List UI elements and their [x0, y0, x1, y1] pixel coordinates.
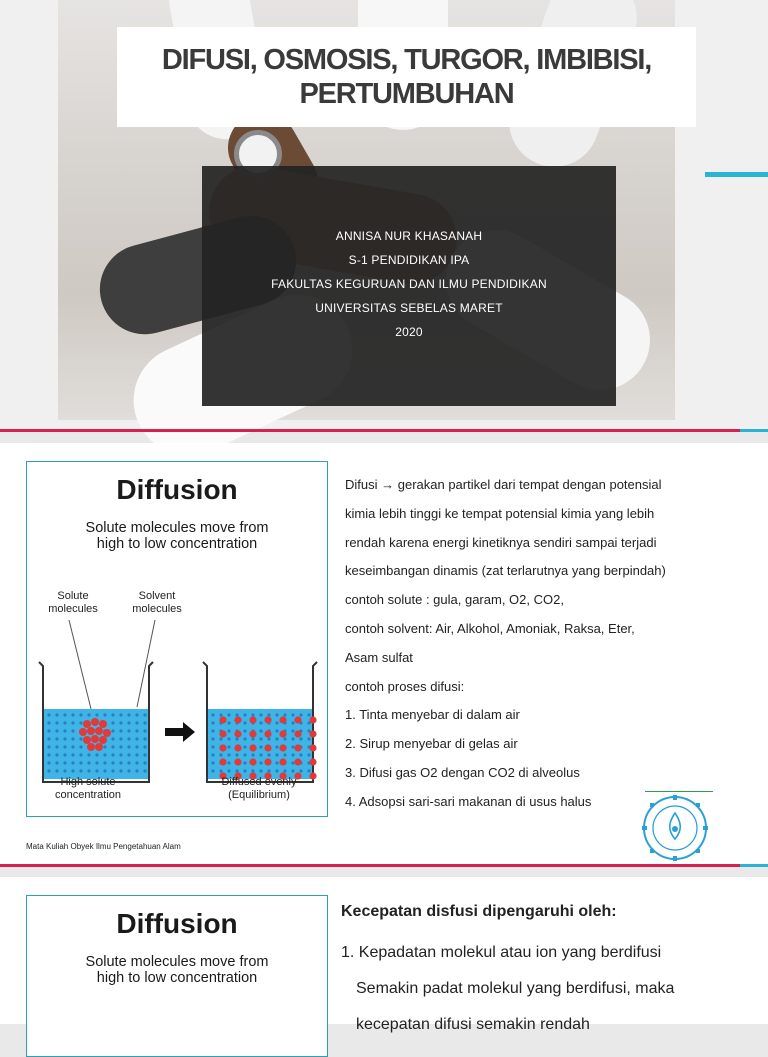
solvent-molecule [111, 737, 114, 740]
diffusion-text [345, 471, 755, 817]
text-line: contoh proses difusi: [345, 678, 465, 694]
solute-molecule [219, 730, 226, 737]
solvent-molecule [291, 761, 294, 764]
solvent-molecule [299, 737, 302, 740]
solute-molecule [249, 730, 256, 737]
solvent-molecule [143, 761, 146, 764]
solvent-molecule [103, 745, 106, 748]
solvent-molecule [111, 761, 114, 764]
solvent-molecule [79, 721, 82, 724]
solvent-molecule [103, 753, 106, 756]
solute-molecule [83, 720, 91, 728]
solute-molecule [249, 716, 256, 723]
solvent-molecule [55, 769, 58, 772]
solvent-molecule [227, 713, 230, 716]
solvent-molecule [219, 753, 222, 756]
solvent-molecule [259, 713, 262, 716]
solvent-molecule [291, 737, 294, 740]
solute-molecule [249, 744, 256, 751]
solvent-molecule [211, 737, 214, 740]
solvent-molecule [135, 769, 138, 772]
diagram-title: Diffusion [116, 474, 238, 505]
diffusion-slide [0, 443, 768, 867]
solvent-molecule [47, 737, 50, 740]
solvent-molecule [135, 737, 138, 740]
label-high: High solute concentration [54, 776, 122, 801]
solute-molecule [279, 758, 286, 765]
solvent-molecule [47, 729, 50, 732]
solvent-molecule [119, 753, 122, 756]
solvent-molecule [103, 761, 106, 764]
solvent-molecule [87, 769, 90, 772]
solute-molecule [234, 758, 241, 765]
text-line: contoh solvent: Air, Alkohol, Amoniak, Raksa, Eter, [345, 620, 635, 636]
solvent-molecule [135, 713, 138, 716]
text-line: 2. Sirup menyebar di gelas air [345, 736, 518, 752]
solvent-molecule [291, 713, 294, 716]
solute-molecule [219, 758, 226, 765]
solvent-molecule [79, 713, 82, 716]
solvent-molecule [259, 769, 262, 772]
solvent-molecule [111, 769, 114, 772]
divider-pink [0, 429, 740, 432]
solvent-molecule [275, 761, 278, 764]
solvent-molecule [235, 753, 238, 756]
solvent-molecule [119, 729, 122, 732]
diagram-title: Diffusion [116, 908, 238, 939]
solvent-molecule [55, 721, 58, 724]
solute-molecule [279, 716, 286, 723]
solvent-molecule [103, 769, 106, 772]
solvent-molecule [283, 713, 286, 716]
text-line: 1. Tinta menyebar di dalam air [345, 707, 520, 723]
accent-line [705, 172, 768, 177]
solvent-molecule [267, 769, 270, 772]
solvent-molecule [127, 745, 130, 748]
solvent-molecule [259, 745, 262, 748]
solute-molecule [83, 736, 91, 744]
text-line: kimia lebih tinggi ke tempat potensial kimia yang lebih [345, 505, 655, 521]
solute-molecule [87, 727, 95, 735]
text-line: Difusi → gerakan partikel dari tempat dengan potensial [345, 477, 662, 492]
solute-molecule [234, 716, 241, 723]
solute-molecule [309, 744, 316, 751]
divider-blue [740, 864, 768, 867]
solvent-molecule [307, 753, 310, 756]
title-slide [0, 0, 768, 432]
solute-molecule [249, 758, 256, 765]
solvent-molecule [291, 729, 294, 732]
solvent-molecule [63, 729, 66, 732]
solvent-molecule [127, 769, 130, 772]
solvent-molecule [71, 721, 74, 724]
solvent-molecule [235, 713, 238, 716]
solvent-molecule [119, 721, 122, 724]
solvent-molecule [251, 713, 254, 716]
diagram-subtitle: Solute molecules move from high to low concentration [85, 954, 269, 986]
solvent-molecule [63, 761, 66, 764]
solvent-molecule [71, 737, 74, 740]
solvent-molecule [135, 745, 138, 748]
university: UNIVERSITAS SEBELAS MARET [315, 301, 503, 315]
solvent-molecule [63, 769, 66, 772]
solvent-molecule [135, 753, 138, 756]
solvent-molecule [211, 713, 214, 716]
solute-molecule [103, 729, 111, 737]
solvent-molecule [259, 737, 262, 740]
solvent-molecule [211, 769, 214, 772]
solvent-molecule [243, 761, 246, 764]
solvent-molecule [227, 721, 230, 724]
solvent-molecule [71, 713, 74, 716]
solute-molecule [294, 716, 301, 723]
solvent-molecule [227, 753, 230, 756]
solvent-molecule [79, 769, 82, 772]
solvent-molecule [47, 753, 50, 756]
solvent-molecule [135, 761, 138, 764]
solvent-molecule [267, 737, 270, 740]
solute-molecule [279, 744, 286, 751]
solvent-molecule [127, 713, 130, 716]
solvent-molecule [63, 753, 66, 756]
solvent-molecule [135, 729, 138, 732]
solvent-molecule [119, 737, 122, 740]
factor-line: 1. Kepadatan molekul atau ion yang berdifusi [341, 944, 662, 961]
solvent-molecule [135, 721, 138, 724]
author-name: ANNISA NUR KHASANAH [335, 229, 483, 243]
solvent-molecule [243, 729, 246, 732]
solvent-molecule [291, 721, 294, 724]
solvent-molecule [283, 769, 286, 772]
divider-pink [0, 864, 740, 867]
slide-title: DIFUSI, OSMOSIS, TURGOR, IMBIBISI, PERTUMBUHAN [161, 44, 652, 110]
solute-molecule [95, 743, 103, 751]
diagram-subtitle: Solute molecules move from high to low concentration [85, 520, 269, 552]
text-line: 3. Difusi gas O2 dengan CO2 di alveolus [345, 764, 580, 780]
solvent-molecule [299, 769, 302, 772]
label-solvent: Solvent molecules [132, 590, 182, 615]
solvent-molecule [219, 713, 222, 716]
solvent-molecule [95, 769, 98, 772]
author-panel [202, 166, 616, 406]
solute-molecule [264, 744, 271, 751]
solvent-molecule [211, 721, 214, 724]
solvent-molecule [243, 721, 246, 724]
solvent-molecule [95, 761, 98, 764]
solvent-molecule [127, 721, 130, 724]
solvent-molecule [243, 745, 246, 748]
solvent-molecule [55, 761, 58, 764]
solvent-molecule [251, 769, 254, 772]
solvent-molecule [211, 729, 214, 732]
solute-molecule [79, 728, 87, 736]
solvent-molecule [127, 761, 130, 764]
solvent-molecule [283, 753, 286, 756]
solvent-molecule [307, 769, 310, 772]
solvent-molecule [211, 753, 214, 756]
solvent-molecule [267, 753, 270, 756]
solvent-molecule [111, 729, 114, 732]
solvent-molecule [55, 745, 58, 748]
solute-molecule [91, 718, 99, 726]
solvent-molecule [103, 713, 106, 716]
solvent-molecule [119, 769, 122, 772]
solvent-molecule [71, 753, 74, 756]
university-seal-icon [640, 793, 710, 863]
solvent-molecule [111, 721, 114, 724]
solute-molecule [294, 744, 301, 751]
solvent-molecule [71, 745, 74, 748]
factor-list [341, 935, 751, 1043]
solvent-molecule [55, 737, 58, 740]
solvent-molecule [227, 729, 230, 732]
faculty: FAKULTAS KEGURUAN DAN ILMU PENDIDIKAN [271, 277, 547, 291]
diffusion-diagram [26, 895, 328, 1057]
solvent-molecule [235, 769, 238, 772]
solvent-molecule [71, 761, 74, 764]
solvent-molecule [143, 721, 146, 724]
text-line: keseimbangan dinamis (zat terlarutnya yang berpindah) [345, 563, 666, 579]
solvent-molecule [79, 745, 82, 748]
solvent-molecule [79, 753, 82, 756]
solvent-molecule [307, 737, 310, 740]
label-diffused: Diffused evenly (Equilibrium) [221, 776, 297, 801]
solute-molecule [294, 730, 301, 737]
text-line: rendah karena energi kinetiknya sendiri sampai terjadi [345, 534, 657, 550]
solute-molecule [99, 720, 107, 728]
year: 2020 [395, 325, 423, 339]
solvent-molecule [119, 761, 122, 764]
solvent-molecule [47, 713, 50, 716]
solute-molecule [234, 744, 241, 751]
solute-molecule [264, 758, 271, 765]
divider-blue [740, 429, 768, 432]
solvent-molecule [211, 761, 214, 764]
solvent-molecule [275, 713, 278, 716]
solvent-molecule [47, 721, 50, 724]
solvent-molecule [259, 753, 262, 756]
solvent-molecule [87, 753, 90, 756]
solvent-molecule [63, 713, 66, 716]
solute-molecule [294, 758, 301, 765]
solvent-molecule [143, 769, 146, 772]
solvent-molecule [283, 737, 286, 740]
factor-line: Semakin padat molekul yang berdifusi, maka [356, 980, 675, 997]
solvent-molecule [267, 713, 270, 716]
solvent-molecule [291, 769, 294, 772]
solvent-molecule [307, 713, 310, 716]
solvent-molecule [243, 753, 246, 756]
solvent-molecule [47, 769, 50, 772]
solute-molecule [91, 735, 99, 743]
solvent-molecule [243, 737, 246, 740]
solvent-molecule [71, 729, 74, 732]
solvent-molecule [127, 737, 130, 740]
solvent-molecule [227, 737, 230, 740]
solvent-molecule [47, 745, 50, 748]
solvent-molecule [291, 745, 294, 748]
beakers-illustration [27, 612, 327, 777]
solute-molecule [99, 736, 107, 744]
solvent-molecule [95, 713, 98, 716]
diffusion-diagram [26, 461, 328, 817]
solvent-molecule [227, 769, 230, 772]
solvent-molecule [63, 745, 66, 748]
text-line: contoh solute : gula, garam, O2, CO2, [345, 592, 564, 608]
solute-molecule [309, 758, 316, 765]
solvent-molecule [143, 745, 146, 748]
solvent-molecule [291, 753, 294, 756]
seal-line [645, 791, 713, 792]
solvent-molecule [111, 753, 114, 756]
solvent-molecule [119, 713, 122, 716]
solvent-molecule [275, 729, 278, 732]
solute-molecule [309, 730, 316, 737]
solvent-molecule [71, 769, 74, 772]
solvent-molecule [95, 753, 98, 756]
solvent-molecule [211, 745, 214, 748]
solvent-molecule [143, 729, 146, 732]
solute-molecule [279, 730, 286, 737]
solvent-molecule [251, 753, 254, 756]
solvent-molecule [275, 769, 278, 772]
solute-molecule [264, 716, 271, 723]
solvent-molecule [111, 713, 114, 716]
solute-molecule [234, 730, 241, 737]
solvent-molecule [87, 761, 90, 764]
label-solute: Solute molecules [48, 590, 98, 615]
text-line: Asam sulfat [345, 649, 413, 665]
solvent-molecule [143, 753, 146, 756]
course-footer: Mata Kuliah Obyek Ilmu Pengetahuan Alam [26, 842, 181, 851]
solvent-molecule [275, 753, 278, 756]
factor-line: kecepatan difusi semakin rendah [356, 1016, 590, 1033]
section-heading: Kecepatan disfusi dipengaruhi oleh: [341, 903, 617, 920]
diffusion-speed-slide [0, 877, 768, 1033]
solvent-molecule [87, 713, 90, 716]
solute-molecule [87, 743, 95, 751]
solute-molecule [219, 744, 226, 751]
solvent-molecule [55, 713, 58, 716]
solvent-molecule [275, 737, 278, 740]
solvent-molecule [219, 769, 222, 772]
solvent-molecule [143, 737, 146, 740]
solute-molecule [95, 727, 103, 735]
solvent-molecule [235, 737, 238, 740]
solvent-molecule [119, 745, 122, 748]
solvent-molecule [55, 753, 58, 756]
solvent-molecule [227, 761, 230, 764]
solvent-molecule [63, 737, 66, 740]
title-box [117, 27, 696, 127]
solvent-molecule [243, 713, 246, 716]
solvent-molecule [127, 753, 130, 756]
solvent-molecule [275, 745, 278, 748]
solvent-molecule [63, 721, 66, 724]
solvent-molecule [79, 737, 82, 740]
solvent-molecule [251, 737, 254, 740]
solute-molecule [309, 716, 316, 723]
solvent-molecule [143, 713, 146, 716]
solute-molecule [219, 716, 226, 723]
text-line: 4. Adsopsi sari-sari makanan di usus halus [345, 793, 592, 809]
solvent-molecule [47, 761, 50, 764]
solvent-molecule [259, 729, 262, 732]
solvent-molecule [127, 729, 130, 732]
solvent-molecule [55, 729, 58, 732]
solvent-molecule [219, 737, 222, 740]
solvent-molecule [243, 769, 246, 772]
solvent-molecule [259, 761, 262, 764]
program: S-1 PENDIDIKAN IPA [348, 253, 470, 267]
solvent-molecule [259, 721, 262, 724]
solvent-molecule [227, 745, 230, 748]
solvent-molecule [299, 713, 302, 716]
solvent-molecule [111, 745, 114, 748]
solvent-molecule [299, 753, 302, 756]
solvent-molecule [79, 761, 82, 764]
solute-molecule [264, 730, 271, 737]
solvent-molecule [275, 721, 278, 724]
